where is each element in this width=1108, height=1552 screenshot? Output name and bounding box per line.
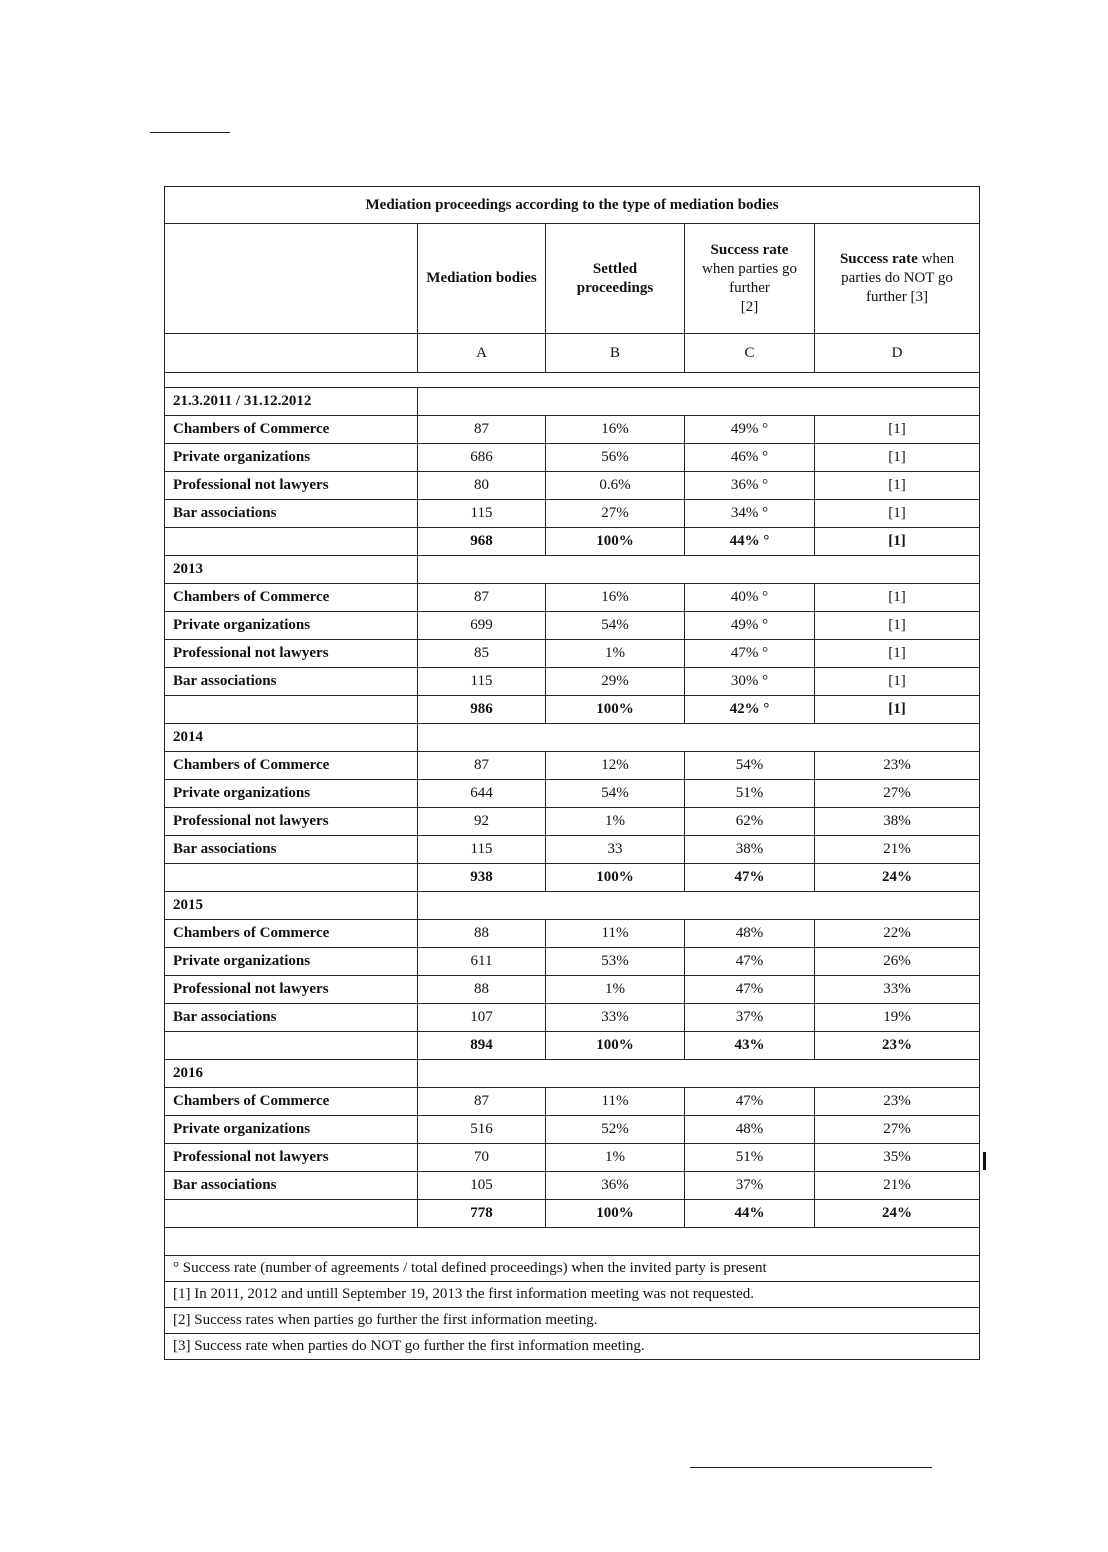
row-body-name: Bar associations — [165, 1172, 418, 1200]
cell-success-rate-further: 49% ° — [685, 416, 815, 444]
total-row — [165, 864, 980, 892]
cell-settled-proceedings: 53% — [546, 948, 685, 976]
table-row — [165, 1004, 980, 1032]
cell-success-rate-not-further: [1] — [815, 640, 980, 668]
cell-success-rate-further: 30% ° — [685, 668, 815, 696]
row-body-name: Private organizations — [165, 612, 418, 640]
cell-success-rate-not-further: [1] — [815, 612, 980, 640]
cell-success-rate-further: 37% — [685, 1004, 815, 1032]
total-success-rate-further: 42% ° — [685, 696, 815, 724]
cell-settled-proceedings: 36% — [546, 1172, 685, 1200]
cell-success-rate-further: 51% — [685, 1144, 815, 1172]
cell-mediation-bodies: 80 — [418, 472, 546, 500]
note-text: ° Success rate (number of agreements / total defined proceedings) when the invited party is present — [165, 1256, 980, 1282]
total-label-empty — [165, 528, 418, 556]
period-label: 2016 — [165, 1060, 418, 1088]
cell-success-rate-further: 47% ° — [685, 640, 815, 668]
period-row — [165, 1060, 980, 1088]
cell-mediation-bodies: 85 — [418, 640, 546, 668]
cell-success-rate-not-further: 38% — [815, 808, 980, 836]
total-row — [165, 1032, 980, 1060]
row-body-name: Bar associations — [165, 668, 418, 696]
note-row — [165, 1282, 980, 1308]
period-empty-cell — [418, 892, 980, 920]
cell-settled-proceedings: 33 — [546, 836, 685, 864]
cell-mediation-bodies: 699 — [418, 612, 546, 640]
cell-mediation-bodies: 115 — [418, 836, 546, 864]
row-body-name: Bar associations — [165, 836, 418, 864]
header-settled-proceedings: Settled proceedings — [546, 224, 685, 334]
cell-settled-proceedings: 16% — [546, 584, 685, 612]
row-body-name: Bar associations — [165, 500, 418, 528]
cell-settled-proceedings: 12% — [546, 752, 685, 780]
total-label-empty — [165, 1200, 418, 1228]
cell-success-rate-further: 47% — [685, 948, 815, 976]
cell-mediation-bodies: 115 — [418, 668, 546, 696]
period-empty-cell — [418, 556, 980, 584]
cell-mediation-bodies: 70 — [418, 1144, 546, 1172]
blank-row — [165, 1228, 980, 1256]
table-row — [165, 1144, 980, 1172]
header-c-bold: Success rate — [710, 241, 789, 258]
row-body-name: Chambers of Commerce — [165, 416, 418, 444]
total-settled-proceedings: 100% — [546, 696, 685, 724]
cell-mediation-bodies: 644 — [418, 780, 546, 808]
cell-success-rate-not-further: 21% — [815, 1172, 980, 1200]
period-empty-cell — [418, 724, 980, 752]
header-success-rate-further — [685, 224, 815, 334]
cell-settled-proceedings: 11% — [546, 1088, 685, 1116]
table-row — [165, 444, 980, 472]
cell-mediation-bodies: 611 — [418, 948, 546, 976]
spacer-row — [165, 373, 980, 388]
bottom-rule — [690, 1467, 932, 1468]
header-c-rest: when parties go further — [702, 260, 797, 296]
header-row — [165, 224, 980, 334]
cell-settled-proceedings: 33% — [546, 1004, 685, 1032]
mediation-table — [164, 186, 980, 1360]
cell-success-rate-further: 48% — [685, 1116, 815, 1144]
total-label-empty — [165, 864, 418, 892]
cell-success-rate-further: 37% — [685, 1172, 815, 1200]
cell-success-rate-not-further: [1] — [815, 444, 980, 472]
column-letter-b: B — [546, 334, 685, 373]
table-row — [165, 780, 980, 808]
total-row — [165, 528, 980, 556]
table-row — [165, 500, 980, 528]
cell-success-rate-further: 49% ° — [685, 612, 815, 640]
cell-mediation-bodies: 87 — [418, 1088, 546, 1116]
total-success-rate-further: 47% — [685, 864, 815, 892]
header-c-ref: [2] — [740, 298, 759, 315]
letter-empty-cell — [165, 334, 418, 373]
row-body-name: Private organizations — [165, 780, 418, 808]
table-row — [165, 1172, 980, 1200]
table-title-row — [165, 187, 980, 224]
table-row — [165, 752, 980, 780]
total-settled-proceedings: 100% — [546, 528, 685, 556]
column-letter-c: C — [685, 334, 815, 373]
row-body-name: Chambers of Commerce — [165, 920, 418, 948]
cell-success-rate-not-further: 35% — [815, 1144, 980, 1172]
cell-mediation-bodies: 88 — [418, 920, 546, 948]
total-label-empty — [165, 1032, 418, 1060]
row-body-name: Professional not lawyers — [165, 808, 418, 836]
note-row — [165, 1256, 980, 1282]
row-body-name: Professional not lawyers — [165, 472, 418, 500]
cell-settled-proceedings: 54% — [546, 780, 685, 808]
total-label-empty — [165, 696, 418, 724]
cell-mediation-bodies: 88 — [418, 976, 546, 1004]
total-success-rate-further: 44% ° — [685, 528, 815, 556]
table-row — [165, 584, 980, 612]
period-row — [165, 388, 980, 416]
total-mediation-bodies: 938 — [418, 864, 546, 892]
row-body-name: Private organizations — [165, 948, 418, 976]
cell-success-rate-not-further: [1] — [815, 472, 980, 500]
table-row — [165, 920, 980, 948]
row-body-name: Professional not lawyers — [165, 1144, 418, 1172]
cell-success-rate-not-further: 33% — [815, 976, 980, 1004]
cell-mediation-bodies: 115 — [418, 500, 546, 528]
blank-cell — [165, 1228, 980, 1256]
period-row — [165, 556, 980, 584]
cell-settled-proceedings: 0.6% — [546, 472, 685, 500]
table-row — [165, 976, 980, 1004]
total-mediation-bodies: 968 — [418, 528, 546, 556]
table-row — [165, 836, 980, 864]
row-body-name: Chambers of Commerce — [165, 752, 418, 780]
top-footnote-rule — [150, 132, 230, 133]
cell-success-rate-not-further: 21% — [815, 836, 980, 864]
cell-success-rate-not-further: [1] — [815, 500, 980, 528]
cell-success-rate-not-further: 22% — [815, 920, 980, 948]
period-row — [165, 724, 980, 752]
cell-success-rate-not-further: 23% — [815, 1088, 980, 1116]
row-body-name: Bar associations — [165, 1004, 418, 1032]
note-text: [3] Success rate when parties do NOT go further the first information meeting. — [165, 1334, 980, 1360]
row-body-name: Private organizations — [165, 1116, 418, 1144]
table-row — [165, 1088, 980, 1116]
cell-mediation-bodies: 686 — [418, 444, 546, 472]
cell-settled-proceedings: 56% — [546, 444, 685, 472]
header-mediation-bodies: Mediation bodies — [418, 224, 546, 334]
cell-mediation-bodies: 87 — [418, 752, 546, 780]
table-title: Mediation proceedings according to the type of mediation bodies — [165, 187, 980, 224]
total-success-rate-not-further: [1] — [815, 696, 980, 724]
cell-success-rate-further: 48% — [685, 920, 815, 948]
table-row — [165, 948, 980, 976]
cell-mediation-bodies: 105 — [418, 1172, 546, 1200]
cell-mediation-bodies: 87 — [418, 416, 546, 444]
total-success-rate-not-further: 24% — [815, 1200, 980, 1228]
cell-success-rate-not-further: 23% — [815, 752, 980, 780]
table-row — [165, 612, 980, 640]
note-row — [165, 1334, 980, 1360]
cell-settled-proceedings: 1% — [546, 640, 685, 668]
period-empty-cell — [418, 388, 980, 416]
cell-success-rate-not-further: 27% — [815, 1116, 980, 1144]
cell-success-rate-not-further: 27% — [815, 780, 980, 808]
cell-mediation-bodies: 107 — [418, 1004, 546, 1032]
period-label: 2015 — [165, 892, 418, 920]
cell-success-rate-further: 40% ° — [685, 584, 815, 612]
cell-success-rate-further: 46% ° — [685, 444, 815, 472]
cell-settled-proceedings: 1% — [546, 1144, 685, 1172]
cell-settled-proceedings: 1% — [546, 976, 685, 1004]
table-row — [165, 1116, 980, 1144]
total-settled-proceedings: 100% — [546, 1200, 685, 1228]
row-body-name: Professional not lawyers — [165, 640, 418, 668]
column-letter-row — [165, 334, 980, 373]
total-settled-proceedings: 100% — [546, 864, 685, 892]
total-mediation-bodies: 986 — [418, 696, 546, 724]
cell-success-rate-not-further: 26% — [815, 948, 980, 976]
cell-success-rate-not-further: 19% — [815, 1004, 980, 1032]
table-row — [165, 640, 980, 668]
total-success-rate-not-further: [1] — [815, 528, 980, 556]
cell-settled-proceedings: 52% — [546, 1116, 685, 1144]
cell-success-rate-not-further: [1] — [815, 584, 980, 612]
header-d-rest: when parties do NOT go further [3] — [841, 251, 955, 305]
total-success-rate-further: 43% — [685, 1032, 815, 1060]
cell-success-rate-not-further: [1] — [815, 416, 980, 444]
spacer-cell — [165, 373, 980, 388]
header-d-bold: Success rate — [839, 251, 918, 267]
table-row — [165, 416, 980, 444]
cell-success-rate-further: 62% — [685, 808, 815, 836]
table-row — [165, 472, 980, 500]
total-success-rate-not-further: 24% — [815, 864, 980, 892]
cell-settled-proceedings: 11% — [546, 920, 685, 948]
cell-mediation-bodies: 516 — [418, 1116, 546, 1144]
cell-mediation-bodies: 87 — [418, 584, 546, 612]
total-mediation-bodies: 778 — [418, 1200, 546, 1228]
cell-settled-proceedings: 16% — [546, 416, 685, 444]
row-body-name: Private organizations — [165, 444, 418, 472]
row-body-name: Chambers of Commerce — [165, 584, 418, 612]
cell-success-rate-further: 54% — [685, 752, 815, 780]
cell-success-rate-further: 47% — [685, 1088, 815, 1116]
cell-settled-proceedings: 54% — [546, 612, 685, 640]
note-text: [1] In 2011, 2012 and untill September 19, 2013 the first information meeting was not requested. — [165, 1282, 980, 1308]
row-body-name: Professional not lawyers — [165, 976, 418, 1004]
header-success-rate-not-further — [815, 224, 980, 334]
period-label: 2014 — [165, 724, 418, 752]
note-row — [165, 1308, 980, 1334]
total-success-rate-further: 44% — [685, 1200, 815, 1228]
table-row — [165, 668, 980, 696]
cell-settled-proceedings: 27% — [546, 500, 685, 528]
cell-success-rate-further: 34% ° — [685, 500, 815, 528]
cell-mediation-bodies: 92 — [418, 808, 546, 836]
column-letter-d: D — [815, 334, 980, 373]
cell-settled-proceedings: 1% — [546, 808, 685, 836]
note-text: [2] Success rates when parties go further the first information meeting. — [165, 1308, 980, 1334]
cell-settled-proceedings: 29% — [546, 668, 685, 696]
cell-success-rate-not-further: [1] — [815, 668, 980, 696]
column-letter-a: A — [418, 334, 546, 373]
total-mediation-bodies: 894 — [418, 1032, 546, 1060]
header-empty-cell — [165, 224, 418, 334]
cell-success-rate-further: 51% — [685, 780, 815, 808]
total-row — [165, 696, 980, 724]
period-empty-cell — [418, 1060, 980, 1088]
row-body-name: Chambers of Commerce — [165, 1088, 418, 1116]
margin-mark — [983, 1152, 986, 1170]
cell-success-rate-further: 36% ° — [685, 472, 815, 500]
cell-success-rate-further: 38% — [685, 836, 815, 864]
period-label: 21.3.2011 / 31.12.2012 — [165, 388, 418, 416]
table-row — [165, 808, 980, 836]
cell-success-rate-further: 47% — [685, 976, 815, 1004]
period-row — [165, 892, 980, 920]
period-label: 2013 — [165, 556, 418, 584]
total-row — [165, 1200, 980, 1228]
total-settled-proceedings: 100% — [546, 1032, 685, 1060]
total-success-rate-not-further: 23% — [815, 1032, 980, 1060]
